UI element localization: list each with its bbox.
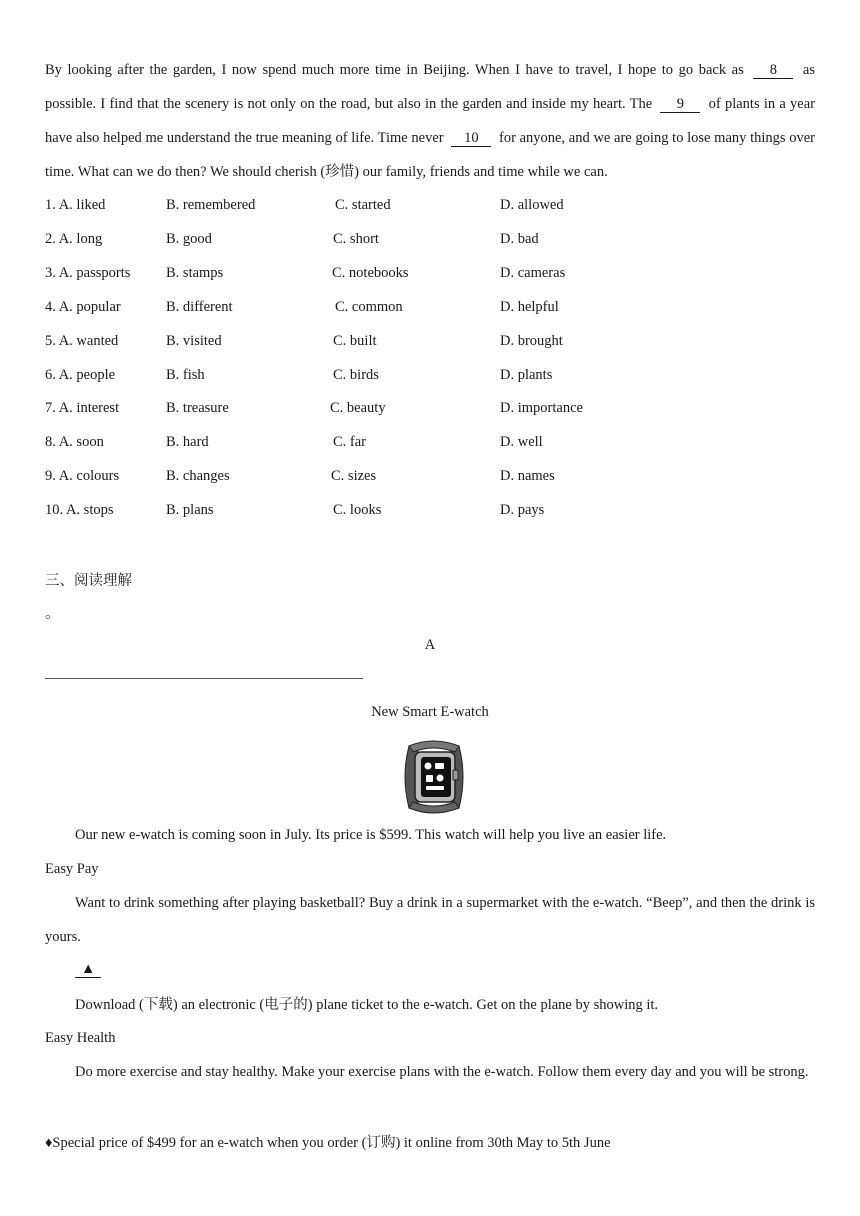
section-heading: 三、阅读理解	[45, 573, 132, 589]
option-d: D. plants	[500, 367, 553, 383]
option-b: B. plans	[166, 502, 214, 518]
option-b: B. good	[166, 231, 212, 247]
option-d: D. well	[500, 434, 543, 450]
option-b: B. changes	[166, 468, 230, 484]
option-a: 10. A. stops	[45, 502, 114, 518]
option-a: 9. A. colours	[45, 468, 120, 484]
passage-text-3: of plants in a year have also helped me understand the true meaning of life. Time never	[45, 96, 815, 146]
option-d: D. bad	[500, 231, 539, 247]
blank-9: 9	[660, 96, 700, 113]
section-dot: 。	[45, 606, 60, 622]
option-d: D. brought	[500, 333, 563, 349]
question-row	[45, 197, 815, 217]
option-c: C. started	[335, 197, 391, 213]
triangle-blank: ▲	[75, 961, 101, 978]
option-b: B. treasure	[166, 400, 229, 416]
blank-10: 10	[451, 130, 491, 147]
separator-line	[45, 678, 363, 679]
question-row	[45, 400, 815, 420]
part-label: A	[424, 637, 436, 653]
option-c: C. built	[333, 333, 377, 349]
smart-watch-icon	[395, 738, 469, 814]
question-row	[45, 468, 815, 488]
special-price-note: ♦Special price of $499 for an e-watch when you order (订购) it online from 30th May to 5th June	[45, 1135, 611, 1151]
option-d: D. helpful	[500, 299, 559, 315]
option-c: C. birds	[333, 367, 379, 383]
option-a: 1. A. liked	[45, 197, 106, 213]
option-b: B. stamps	[166, 265, 224, 281]
option-b: B. remembered	[166, 197, 256, 213]
easy-health-heading: Easy Health	[45, 1030, 116, 1046]
ad-title: New Smart E-watch	[371, 704, 489, 720]
health-paragraph: Do more exercise and stay healthy. Make your exercise plans with the e-watch. Follow them every day and you will be strong.	[75, 1064, 809, 1080]
option-a: 2. A. long	[45, 231, 103, 247]
option-c: C. looks	[333, 502, 382, 518]
option-a: 4. A. popular	[45, 299, 121, 315]
option-a: 7. A. interest	[45, 400, 120, 416]
pay-paragraph: Want to drink something after playing basketball? Buy a drink in a supermarket with the e-watch. “Beep”, and then the drink is yours.	[45, 895, 815, 945]
option-c: C. beauty	[330, 400, 386, 416]
option-a: 5. A. wanted	[45, 333, 119, 349]
question-row	[45, 502, 815, 522]
passage-text-1: By looking after the garden, I now spend much more time in Beijing. When I have to travel, I hope to go back as	[45, 62, 744, 78]
option-d: D. importance	[500, 400, 583, 416]
question-row	[45, 367, 815, 387]
question-row	[45, 231, 815, 251]
ad-intro: Our new e-watch is coming soon in July. Its price is $599. This watch will help you live an easier life.	[75, 827, 667, 843]
option-d: D. pays	[500, 502, 545, 518]
option-b: B. different	[166, 299, 233, 315]
option-a: 6. A. people	[45, 367, 116, 383]
question-row	[45, 299, 815, 319]
option-b: B. visited	[166, 333, 222, 349]
option-a: 8. A. soon	[45, 434, 104, 450]
option-c: C. common	[335, 299, 403, 315]
passage-text-4: for anyone, and we are going to lose many things over time. What can we do then? We should cherish (珍惜) our family, friends and time while we can.	[45, 130, 816, 180]
ticket-paragraph: Download (下载) an electronic (电子的) plane ticket to the e-watch. Get on the plane by showing it.	[75, 997, 659, 1013]
option-c: C. notebooks	[332, 265, 409, 281]
passage-text-2: as possible. I find that the scenery is not only on the road, but also in the garden and inside my heart. The	[45, 62, 816, 112]
question-row	[45, 265, 815, 285]
option-c: C. sizes	[331, 468, 377, 484]
option-c: C. short	[333, 231, 379, 247]
option-a: 3. A. passports	[45, 265, 131, 281]
option-c: C. far	[333, 434, 367, 450]
easy-pay-heading: Easy Pay	[45, 861, 99, 877]
passage-paragraph	[45, 53, 815, 189]
option-b: B. fish	[166, 367, 205, 383]
option-b: B. hard	[166, 434, 209, 450]
option-d: D. names	[500, 468, 555, 484]
blank-8: 8	[753, 62, 793, 79]
question-row	[45, 333, 815, 353]
question-row	[45, 434, 815, 454]
option-d: D. allowed	[500, 197, 564, 213]
option-d: D. cameras	[500, 265, 566, 281]
